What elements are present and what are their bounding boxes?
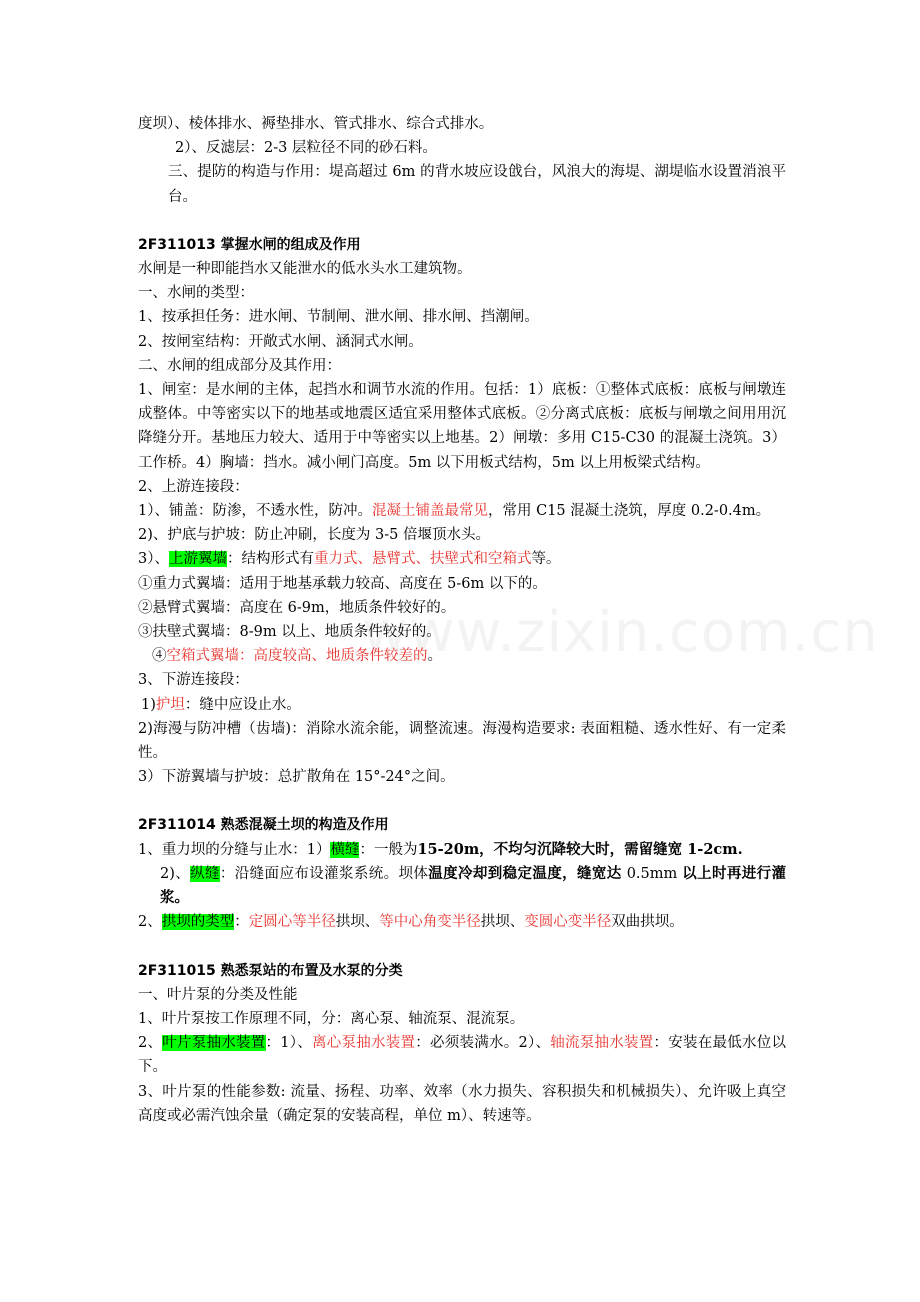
text-line — [138, 693, 786, 717]
text-run: 1）、铺盖：防渗，不透水性，防冲。 — [138, 503, 372, 520]
text-paragraph — [138, 862, 786, 910]
text-paragraph: 1、闸室：是水闸的主体，起挡水和调节水流的作用。包括：1）底板：①整体式底板：底板与闸墩连成整体。中等密实以下的地基或地震区适宜采用整体式底板。②分离式底板：底板与闸墩之间用用沉降缝分开。基地压力较大、适用于中等密实以上地基。2）闸墩：多用 C15-C30 的混凝土浇筑。3）工作桥。4）胸墙：挡水。减小闸门高度。5m 以下用板式结构，5m 以上用板梁式结构。 — [138, 382, 786, 471]
text-run: 拱坝、 — [335, 914, 380, 931]
text-line: ③扶壁式翼墙：8-9m 以上、地质条件较好的。 — [138, 624, 441, 641]
highlighted-text: 纵缝 — [190, 865, 220, 882]
text-run: ：1）、 — [265, 1035, 312, 1052]
red-text: 定圆心等半径 — [248, 914, 336, 931]
section-heading: 2F311013 掌握水闸的组成及作用 — [138, 236, 361, 253]
text-line — [138, 838, 786, 862]
section-heading: 2F311014 熟悉混凝土坝的构造及作用 — [138, 817, 389, 834]
text-paragraph: 三、提防的构造与作用：堤高超过 6m 的背水坡应设戗台，风浪大的海堤、湖堤临水设置消浪平台。 — [168, 164, 786, 205]
highlighted-text: 上游翼墙 — [168, 551, 227, 568]
highlighted-text: 叶片泵抽水装置 — [162, 1035, 266, 1052]
text-run: ：必须装满水。2）、 — [415, 1035, 551, 1052]
text-paragraph: 2)海漫与防冲槽（齿墙)：消除水流余能，调整流速。海漫构造要求: 表面粗糙、透水性好、有一定柔性。 — [138, 720, 786, 762]
text-line — [138, 547, 786, 571]
text-run: ④ — [152, 648, 167, 665]
text-run: ：沿缝面应布设灌浆系统。坝体 — [219, 865, 429, 882]
text-line: 3）下游翼墙与护坡：总扩散角在 15°-24°之间。 — [138, 769, 455, 786]
bold-text: 以上时再进行灌浆。 — [160, 864, 787, 907]
text-line: 2、按闸室结构：开敞式水闸、涵洞式水闸。 — [138, 333, 423, 350]
text-line: 2)、护底与护坡：防止冲刷，长度为 3-5 倍堰顶水头。 — [138, 527, 490, 544]
text-run: 。 — [427, 648, 442, 665]
text-line: 2、上游连接段： — [138, 478, 249, 495]
highlighted-text: 横缝 — [330, 841, 360, 858]
text-run: ：一般为 — [359, 841, 418, 858]
text-paragraph: 3、叶片泵的性能参数: 流量、扬程、功率、效率（水力损失、容积损失和机械损失）、允许吸上真空高度或必需汽蚀余量（确定泵的安装高程，单位 m）、转速等。 — [138, 1083, 786, 1124]
red-text: 护坦 — [155, 696, 185, 713]
text-run: ：安装在最低水位以下。 — [138, 1035, 787, 1076]
text-line: 2）、反滤层：2-3 层粒径不同的砂石料。 — [175, 140, 437, 157]
red-text: 等中心角变半径 — [379, 914, 481, 931]
text-run: ： — [234, 914, 249, 931]
text-run: 1) — [141, 696, 156, 713]
section-heading: 2F311015 熟悉泵站的布置及水泵的分类 — [138, 962, 403, 979]
red-text: 重力式、悬臂式、扶壁式和空箱式 — [313, 551, 532, 568]
text-paragraph — [138, 1031, 786, 1079]
text-run: 1、重力坝的分缝与止水：1） — [138, 841, 331, 858]
text-line: ①重力式翼墙：适用于地基承载力较高、高度在 5-6m 以下的。 — [138, 575, 547, 592]
text-line — [138, 644, 786, 668]
text-run: 2)、 — [160, 865, 191, 882]
text-paragraph — [138, 499, 786, 523]
red-text: 混凝土铺盖最常见 — [371, 503, 488, 520]
text-run: 等。 — [531, 551, 561, 568]
text-line: 1、按承担任务：进水闸、节制闸、泄水闸、排水闸、挡潮闸。 — [138, 309, 539, 326]
text-run: 双曲拱坝。 — [611, 914, 684, 931]
red-text: 空箱式翼墙：高度较高、地质条件较差的 — [166, 648, 428, 665]
text-line: 1、叶片泵按工作原理不同，分：离心泵、轴流泵、混流泵。 — [138, 1010, 525, 1027]
text-run: 2、 — [138, 1035, 163, 1052]
highlighted-text: 拱坝的类型 — [161, 914, 235, 931]
text-run: 2、 — [138, 914, 162, 931]
text-run: ：缝中应设止水。 — [184, 696, 301, 713]
text-line: 3、下游连接段： — [138, 672, 249, 689]
text-run: ，常用 C15 混凝土浇筑，厚度 0.2-0.4m。 — [487, 503, 771, 520]
bold-text: 15-20m，不均匀沉降较大时，需留缝宽 1-2cm. — [417, 840, 743, 858]
text-run: ：结构形式有 — [226, 551, 314, 568]
text-line — [138, 910, 786, 934]
text-line: 水闸是一种即能挡水又能泄水的低水头水工建筑物。 — [138, 261, 472, 278]
text-line: 一、叶片泵的分类及性能 — [138, 986, 298, 1003]
red-text: 变圆心变半径 — [524, 914, 612, 931]
text-line: ②悬臂式翼墙：高度在 6-9m，地质条件较好的。 — [138, 599, 456, 616]
bold-text: 温度冷却到稳定温度，缝宽达 — [428, 864, 622, 882]
red-text: 轴流泵抽水装置 — [550, 1035, 654, 1052]
text-run: 0.5mm — [621, 865, 683, 882]
text-run: 拱坝、 — [480, 914, 525, 931]
text-line: 度坝）、棱体排水、褥垫排水、管式排水、综合式排水。 — [138, 116, 494, 132]
red-text: 离心泵抽水装置 — [311, 1035, 416, 1052]
document-page — [138, 112, 786, 1128]
text-run: 3）、 — [138, 551, 169, 568]
text-line: 二、水闸的组成部分及其作用： — [138, 357, 341, 374]
text-line: 一、水闸的类型： — [138, 285, 254, 302]
